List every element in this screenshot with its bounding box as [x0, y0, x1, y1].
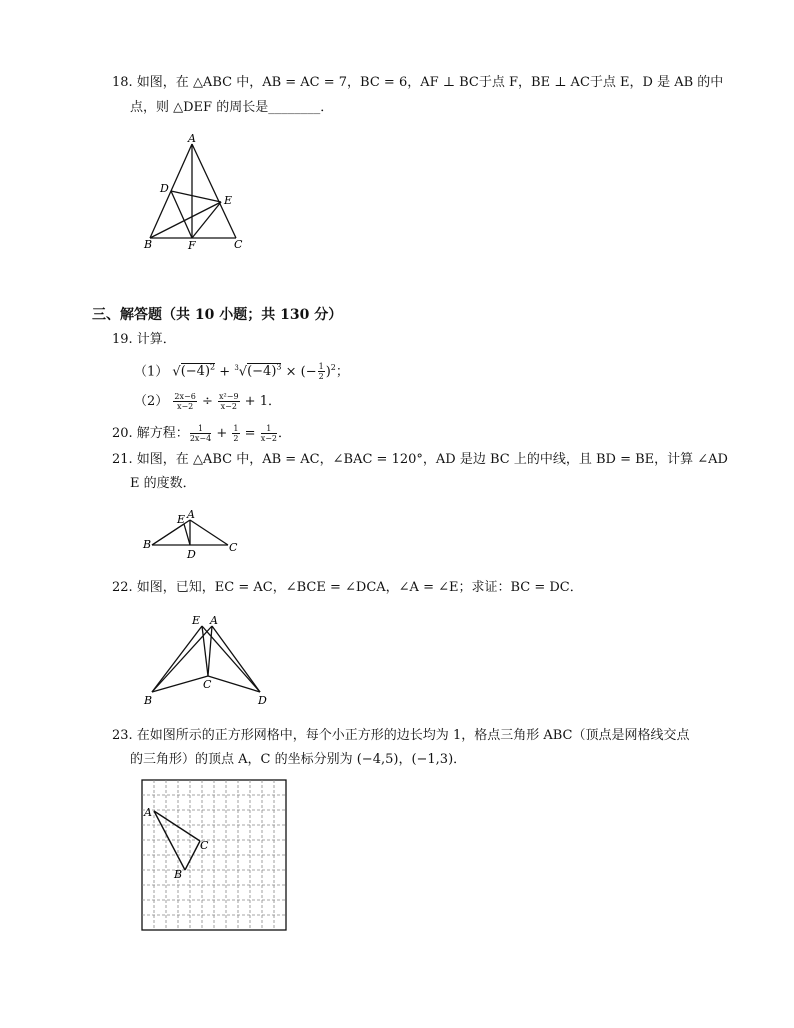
q19-part1 — [134, 358, 349, 382]
q20-frac2 — [232, 424, 239, 443]
label-b: B — [143, 538, 152, 551]
frac-num: 1 — [318, 362, 324, 372]
plus-sign: + — [219, 364, 231, 380]
label-f: F — [188, 239, 196, 252]
q20-frac1 — [190, 424, 211, 443]
q21-figure — [140, 506, 250, 562]
frac-num: 1 — [190, 424, 211, 434]
label-b: B — [144, 694, 153, 707]
label-a: A — [210, 614, 218, 627]
frac-den: x−2 — [260, 434, 277, 443]
frac-den: 2 — [318, 372, 324, 382]
q19-p2-frac1 — [173, 392, 196, 411]
plus-sign: + — [216, 426, 228, 441]
label-c: C — [200, 839, 209, 852]
q21-line2: E 的度数． — [130, 476, 196, 491]
label-a: A — [187, 508, 195, 521]
label-a: A — [144, 806, 152, 819]
exp3: 2 — [330, 363, 336, 372]
frac-num: 1 — [261, 424, 277, 434]
cube-root-index: 3 — [234, 364, 239, 372]
q19-p1-radicand2 — [247, 363, 281, 379]
label-b: B — [144, 238, 153, 251]
q21-line1: 21. 如图，在 △ABC 中，AB = AC，∠BAC = 120°，AD 是边 BC 上的中线，且 BD = BE，计算 ∠AD — [112, 452, 728, 467]
q19-p2-end: + 1． — [244, 394, 281, 409]
label-b: B — [174, 868, 183, 881]
label-e: E — [177, 513, 186, 526]
equals-sign: = — [244, 426, 256, 441]
times-paren: × (− — [285, 364, 317, 380]
q23-grid-figure — [140, 778, 290, 934]
frac-num: x²−9 — [219, 392, 239, 401]
q20-line — [112, 424, 291, 444]
exp1: 2 — [210, 363, 216, 372]
q22-figure — [140, 612, 280, 708]
frac-den: 2x−4 — [189, 434, 212, 443]
q19-p1-label: （1） — [134, 364, 169, 380]
q20-prefix: 20. 解方程： — [112, 426, 189, 441]
label-d: D — [258, 694, 267, 707]
q23-line2: 的三角形）的顶点 A，C 的坐标分别为 (−4,5)，(−1,3)． — [130, 752, 467, 767]
q19-p2-frac2 — [218, 392, 240, 411]
q20-frac3 — [261, 424, 277, 443]
section-title: 三、解答题（共 10 小题；共 130 分） — [92, 307, 343, 323]
q18-line1: 18. 如图，在 △ABC 中，AB = AC = 7，BC = 6，AF ⊥ BC于点 F，BE ⊥ AC于点 E，D 是 AB 的中 — [112, 75, 724, 90]
label-c: C — [229, 541, 238, 554]
semicolon: ； — [335, 364, 349, 380]
q19-p1-frac — [318, 362, 325, 381]
label-c: C — [234, 238, 243, 251]
q19-p1-radicand1 — [181, 363, 215, 379]
q19-part2 — [134, 392, 281, 412]
label-e: E — [192, 614, 201, 627]
q19-p2-label: （2） — [134, 394, 169, 409]
frac-num: 2x−6 — [174, 392, 196, 401]
q19-title: 19. 计算． — [112, 332, 176, 347]
q20-end: ． — [278, 426, 292, 441]
label-a: A — [188, 132, 196, 145]
cbrt-symbol: √ — [238, 364, 248, 380]
divide-sign: ÷ — [201, 394, 213, 409]
exp2: 3 — [276, 363, 282, 372]
frac-den: x−2 — [176, 402, 194, 411]
radicand1-text: (−4) — [180, 364, 211, 380]
label-d: D — [187, 548, 196, 561]
frac-den: 2 — [233, 434, 239, 443]
q23-line1: 23. 在如图所示的正方形网格中，每个小正方形的边长均为 1，格点三角形 ABC（顶点是网格线交点 — [112, 728, 690, 743]
q18-figure — [140, 132, 250, 252]
label-e: E — [224, 194, 233, 207]
label-c: C — [203, 678, 212, 691]
close-paren: ) — [325, 364, 331, 380]
frac-den: x−2 — [220, 402, 237, 411]
radicand2-text: (−4) — [247, 364, 277, 380]
frac-num: 1 — [233, 424, 239, 433]
q22-line1: 22. 如图，已知，EC = AC，∠BCE = ∠DCA，∠A = ∠E；求证：BC = DC． — [112, 580, 583, 595]
sqrt-symbol: √ — [172, 364, 181, 380]
q18-line2: 点，则 △DEF 的周长是________． — [130, 100, 334, 115]
label-d: D — [160, 182, 169, 195]
